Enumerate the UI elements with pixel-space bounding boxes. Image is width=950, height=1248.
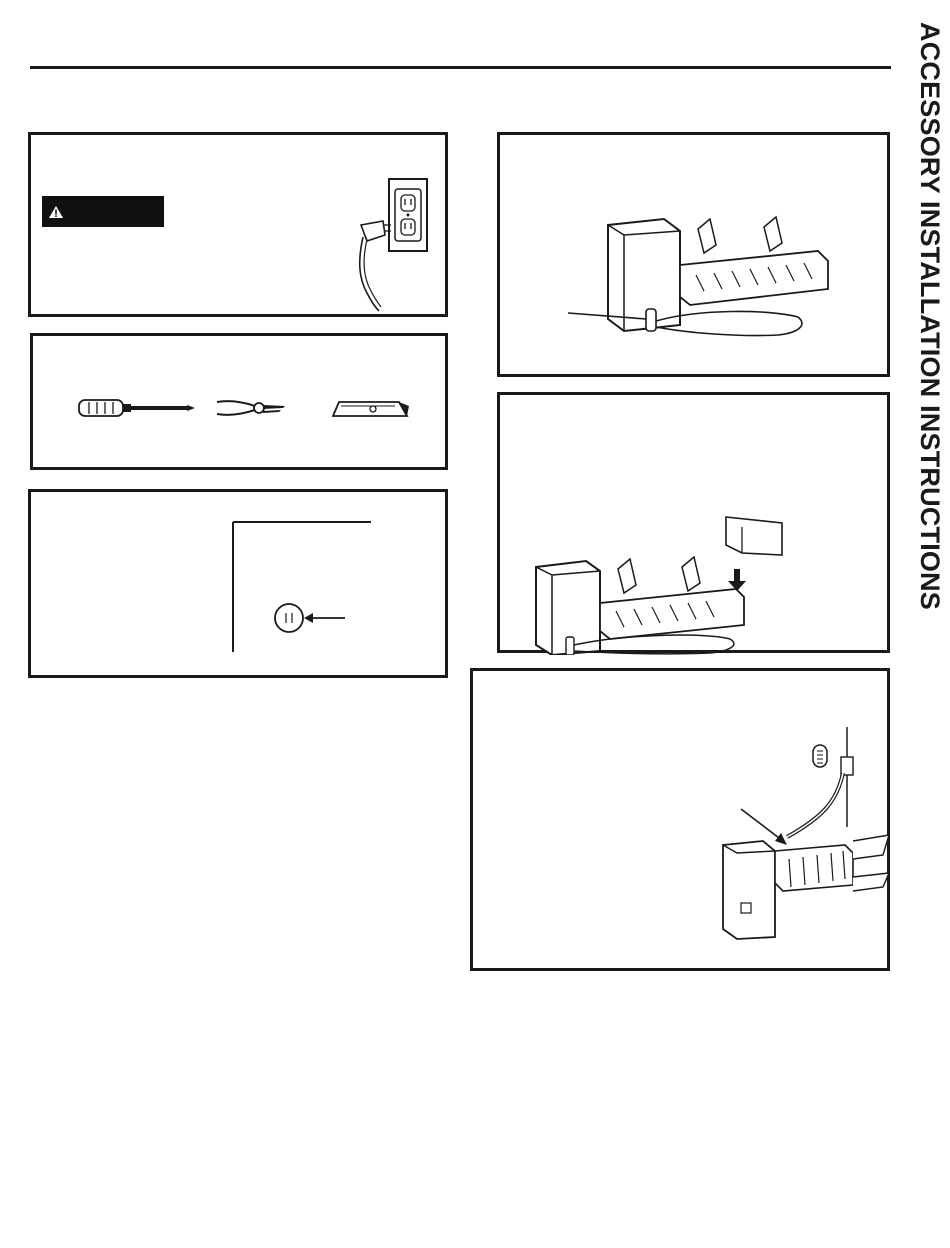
warning-badge [42,196,164,227]
plug-box [28,489,448,678]
warning-triangle-icon [48,205,64,219]
wall-plug-illustration [227,492,407,677]
step-box-1 [497,132,890,377]
screwdriver-icon [77,394,197,422]
header-rule [30,66,891,69]
side-title: ACCESSORY INSTALLATION INSTRUCTIONS [915,22,945,611]
utility-knife-icon [329,394,411,422]
tools-box [30,333,448,470]
step-box-3 [470,668,890,971]
warning-box [28,132,448,317]
pliers-icon [215,394,289,422]
step-box-2 [497,392,890,653]
icemaker-with-cover-illustration [530,515,830,655]
plug-outlet-illustration [353,175,431,313]
icemaker-with-arm-illustration [568,205,858,365]
icemaker-connection-illustration [717,727,893,967]
